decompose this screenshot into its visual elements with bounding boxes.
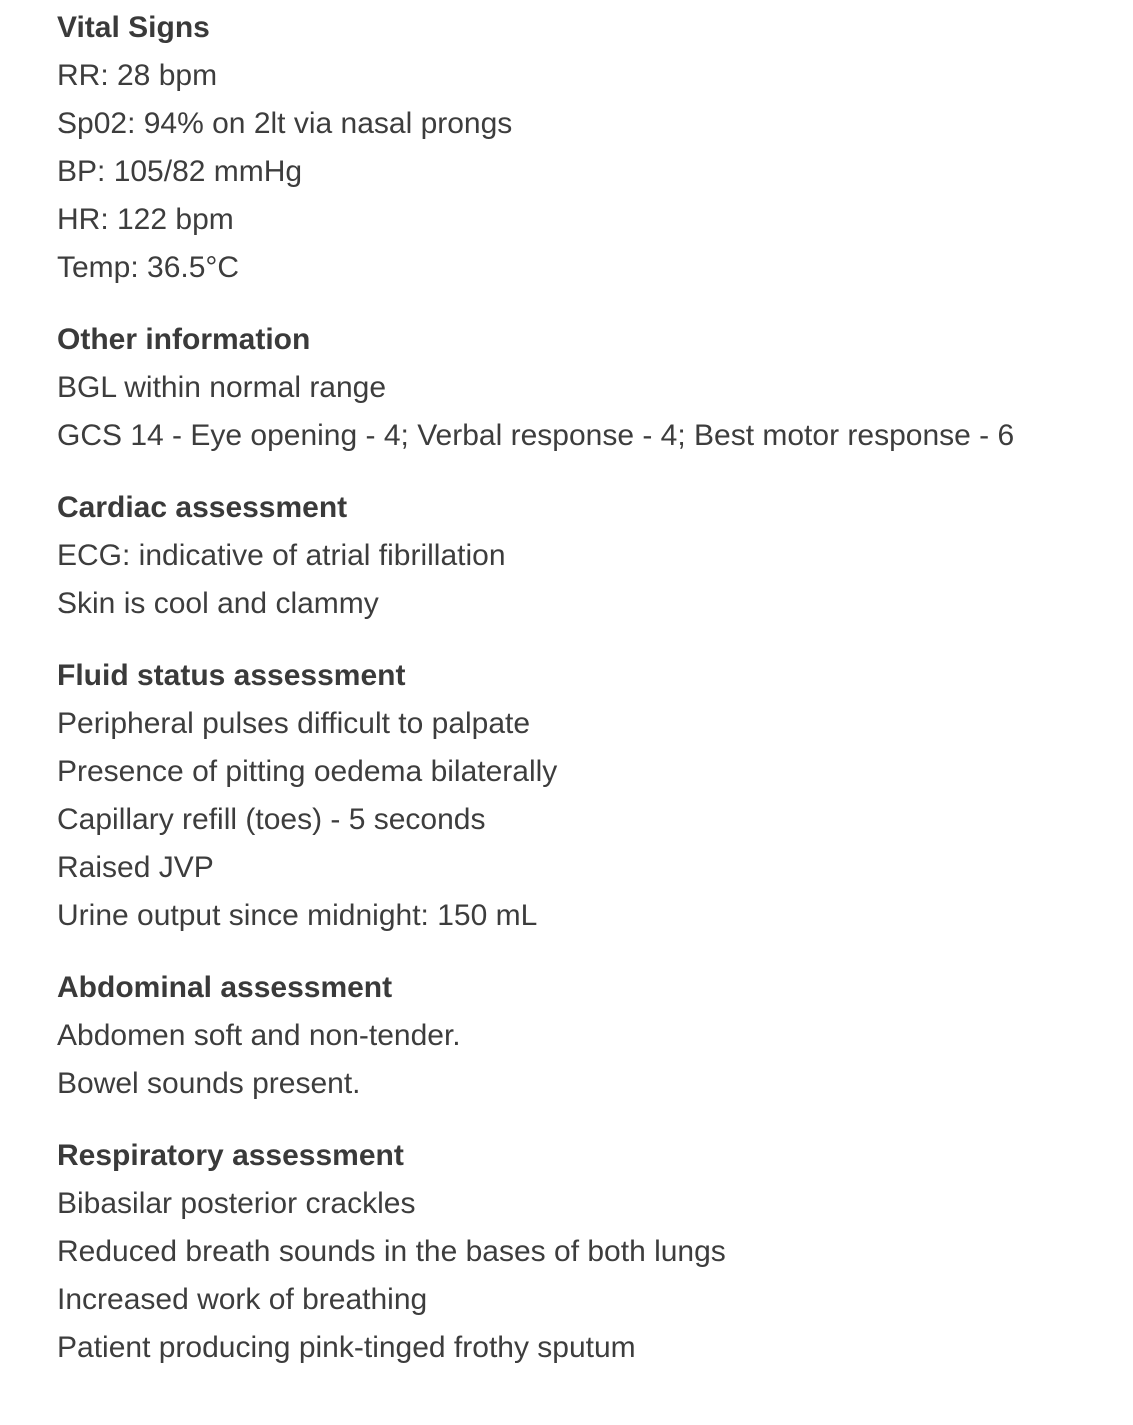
list-item: Presence of pitting oedema bilaterally [57,755,558,788]
list-item: Abdomen soft and non-tender. [57,1019,461,1052]
list-item: ECG: indicative of atrial fibrillation [57,539,506,572]
section-cardiac-assessment [57,488,1117,624]
section-vital-signs [57,8,1117,288]
section-fluid-status-assessment [57,656,1117,936]
assessment-content [57,8,1117,1400]
section-other-information [57,320,1117,456]
section-heading: Abdominal assessment [57,971,393,1004]
list-item: Urine output since midnight: 150 mL [57,899,538,932]
list-item: Increased work of breathing [57,1283,428,1316]
list-item: Reduced breath sounds in the bases of both lungs [57,1235,726,1268]
list-item: Skin is cool and clammy [57,587,379,620]
list-item: Patient producing pink-tinged frothy sputum [57,1331,636,1364]
section-respiratory-assessment [57,1136,1117,1368]
section-heading: Fluid status assessment [57,659,406,692]
list-item: GCS 14 - Eye opening - 4; Verbal response - 4; Best motor response - 6 [57,419,1015,452]
list-item: Temp: 36.5°C [57,251,240,284]
section-heading: Other information [57,323,311,356]
list-item: Raised JVP [57,851,214,884]
section-heading: Vital Signs [57,11,210,44]
list-item: RR: 28 bpm [57,59,218,92]
list-item: HR: 122 bpm [57,203,234,236]
section-heading: Cardiac assessment [57,491,348,524]
list-item: Capillary refill (toes) - 5 seconds [57,803,486,836]
list-item: Bowel sounds present. [57,1067,361,1100]
section-abdominal-assessment [57,968,1117,1104]
list-item: BP: 105/82 mmHg [57,155,303,188]
list-item: BGL within normal range [57,371,387,404]
list-item: Peripheral pulses difficult to palpate [57,707,531,740]
list-item: Bibasilar posterior crackles [57,1187,416,1220]
section-heading: Respiratory assessment [57,1139,404,1172]
list-item: Sp02: 94% on 2lt via nasal prongs [57,107,513,140]
